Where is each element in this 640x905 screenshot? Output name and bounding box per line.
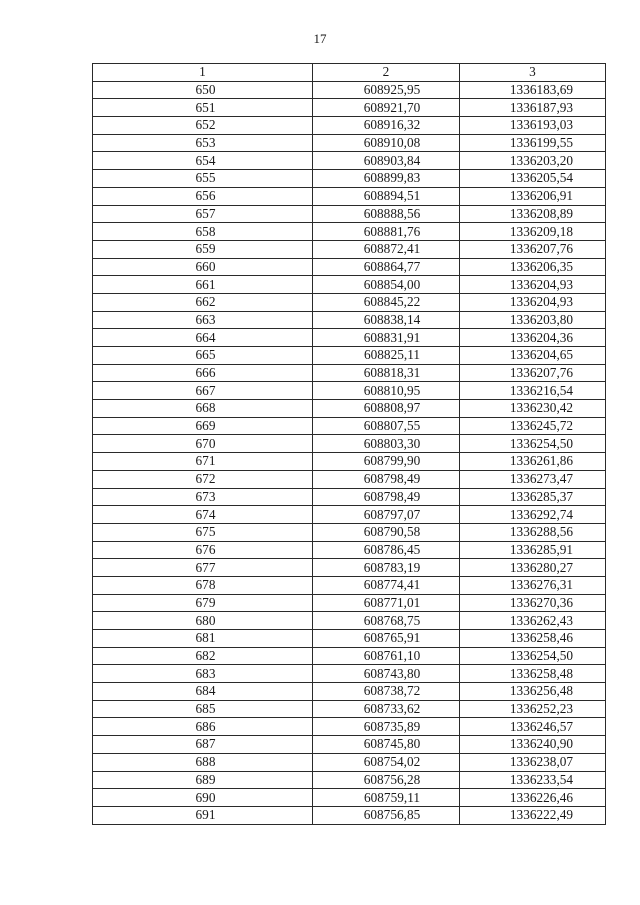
x-coordinate-cell: 608786,45	[313, 541, 460, 559]
x-coordinate-cell: 608774,41	[313, 576, 460, 594]
table-row	[93, 81, 606, 99]
x-coordinate-cell: 608818,31	[313, 364, 460, 382]
point-number-cell: 671	[93, 453, 313, 471]
x-coordinate-cell: 608807,55	[313, 417, 460, 435]
y-coordinate-cell: 1336246,57	[460, 718, 606, 736]
point-number-cell: 676	[93, 541, 313, 559]
table-row	[93, 152, 606, 170]
y-coordinate-cell: 1336183,69	[460, 81, 606, 99]
table-row	[93, 258, 606, 276]
point-number-cell: 650	[93, 81, 313, 99]
point-number-cell: 662	[93, 293, 313, 311]
point-number-cell: 655	[93, 170, 313, 188]
table-row	[93, 559, 606, 577]
y-coordinate-cell: 1336230,42	[460, 400, 606, 418]
x-coordinate-cell: 608798,49	[313, 488, 460, 506]
point-number-cell: 673	[93, 488, 313, 506]
point-number-cell: 688	[93, 753, 313, 771]
y-coordinate-cell: 1336285,91	[460, 541, 606, 559]
y-coordinate-cell: 1336216,54	[460, 382, 606, 400]
y-coordinate-cell: 1336270,36	[460, 594, 606, 612]
y-coordinate-cell: 1336288,56	[460, 523, 606, 541]
point-number-cell: 681	[93, 630, 313, 648]
table-header	[93, 64, 606, 82]
y-coordinate-cell: 1336238,07	[460, 753, 606, 771]
point-number-cell: 682	[93, 647, 313, 665]
x-coordinate-cell: 608761,10	[313, 647, 460, 665]
y-coordinate-cell: 1336204,36	[460, 329, 606, 347]
table-row	[93, 806, 606, 824]
y-coordinate-cell: 1336199,55	[460, 134, 606, 152]
x-coordinate-cell: 608756,28	[313, 771, 460, 789]
point-number-cell: 664	[93, 329, 313, 347]
table-row	[93, 647, 606, 665]
y-coordinate-cell: 1336207,76	[460, 240, 606, 258]
point-number-cell: 666	[93, 364, 313, 382]
table-row	[93, 417, 606, 435]
y-coordinate-cell: 1336204,65	[460, 347, 606, 365]
point-number-cell: 677	[93, 559, 313, 577]
y-coordinate-cell: 1336203,80	[460, 311, 606, 329]
y-coordinate-cell: 1336245,72	[460, 417, 606, 435]
x-coordinate-cell: 608921,70	[313, 99, 460, 117]
point-number-cell: 657	[93, 205, 313, 223]
point-number-cell: 691	[93, 806, 313, 824]
table-row	[93, 223, 606, 241]
x-coordinate-cell: 608903,84	[313, 152, 460, 170]
y-coordinate-cell: 1336204,93	[460, 293, 606, 311]
y-coordinate-cell: 1336204,93	[460, 276, 606, 294]
table-row	[93, 329, 606, 347]
y-coordinate-cell: 1336258,48	[460, 665, 606, 683]
table-row	[93, 576, 606, 594]
x-coordinate-cell: 608745,80	[313, 736, 460, 754]
table-row	[93, 117, 606, 135]
y-coordinate-cell: 1336261,86	[460, 453, 606, 471]
point-number-cell: 656	[93, 187, 313, 205]
y-coordinate-cell: 1336258,46	[460, 630, 606, 648]
table-row	[93, 630, 606, 648]
y-coordinate-cell: 1336226,46	[460, 789, 606, 807]
table-row	[93, 470, 606, 488]
table-row	[93, 240, 606, 258]
table-row	[93, 187, 606, 205]
y-coordinate-cell: 1336222,49	[460, 806, 606, 824]
table-row	[93, 488, 606, 506]
x-coordinate-cell: 608738,72	[313, 683, 460, 701]
point-number-cell: 680	[93, 612, 313, 630]
x-coordinate-cell: 608759,11	[313, 789, 460, 807]
table-row	[93, 665, 606, 683]
table-body	[93, 81, 606, 824]
point-number-cell: 651	[93, 99, 313, 117]
x-coordinate-cell: 608825,11	[313, 347, 460, 365]
y-coordinate-cell: 1336206,35	[460, 258, 606, 276]
x-coordinate-cell: 608743,80	[313, 665, 460, 683]
x-coordinate-cell: 608854,00	[313, 276, 460, 294]
table-row	[93, 718, 606, 736]
point-number-cell: 668	[93, 400, 313, 418]
point-number-cell: 670	[93, 435, 313, 453]
table-row	[93, 134, 606, 152]
y-coordinate-cell: 1336209,18	[460, 223, 606, 241]
x-coordinate-cell: 608888,56	[313, 205, 460, 223]
y-coordinate-cell: 1336252,23	[460, 700, 606, 718]
x-coordinate-cell: 608831,91	[313, 329, 460, 347]
y-coordinate-cell: 1336292,74	[460, 506, 606, 524]
point-number-cell: 660	[93, 258, 313, 276]
x-coordinate-cell: 608910,08	[313, 134, 460, 152]
point-number-cell: 667	[93, 382, 313, 400]
point-number-cell: 669	[93, 417, 313, 435]
y-coordinate-cell: 1336240,90	[460, 736, 606, 754]
y-coordinate-cell: 1336207,76	[460, 364, 606, 382]
coordinates-table	[92, 63, 606, 825]
table-row	[93, 506, 606, 524]
x-coordinate-cell: 608864,77	[313, 258, 460, 276]
y-coordinate-cell: 1336193,03	[460, 117, 606, 135]
column-header-y-coordinate: 3	[460, 64, 606, 82]
y-coordinate-cell: 1336273,47	[460, 470, 606, 488]
y-coordinate-cell: 1336206,91	[460, 187, 606, 205]
point-number-cell: 659	[93, 240, 313, 258]
x-coordinate-cell: 608771,01	[313, 594, 460, 612]
table-row	[93, 700, 606, 718]
y-coordinate-cell: 1336285,37	[460, 488, 606, 506]
y-coordinate-cell: 1336208,89	[460, 205, 606, 223]
x-coordinate-cell: 608808,97	[313, 400, 460, 418]
x-coordinate-cell: 608872,41	[313, 240, 460, 258]
point-number-cell: 653	[93, 134, 313, 152]
table-row	[93, 170, 606, 188]
y-coordinate-cell: 1336262,43	[460, 612, 606, 630]
table-row	[93, 753, 606, 771]
table-row	[93, 99, 606, 117]
x-coordinate-cell: 608845,22	[313, 293, 460, 311]
point-number-cell: 652	[93, 117, 313, 135]
table-row	[93, 293, 606, 311]
table-row	[93, 523, 606, 541]
table-row	[93, 435, 606, 453]
x-coordinate-cell: 608735,89	[313, 718, 460, 736]
table-row	[93, 347, 606, 365]
page-number: 17	[313, 31, 327, 46]
x-coordinate-cell: 608803,30	[313, 435, 460, 453]
x-coordinate-cell: 608798,49	[313, 470, 460, 488]
x-coordinate-cell: 608810,95	[313, 382, 460, 400]
table-row	[93, 453, 606, 471]
x-coordinate-cell: 608733,62	[313, 700, 460, 718]
point-number-cell: 678	[93, 576, 313, 594]
table-row	[93, 276, 606, 294]
x-coordinate-cell: 608894,51	[313, 187, 460, 205]
point-number-cell: 661	[93, 276, 313, 294]
header-row	[93, 64, 606, 82]
x-coordinate-cell: 608899,83	[313, 170, 460, 188]
table-row	[93, 771, 606, 789]
table-row	[93, 736, 606, 754]
y-coordinate-cell: 1336256,48	[460, 683, 606, 701]
table-row	[93, 612, 606, 630]
table-row	[93, 382, 606, 400]
point-number-cell: 679	[93, 594, 313, 612]
x-coordinate-cell: 608754,02	[313, 753, 460, 771]
point-number-cell: 658	[93, 223, 313, 241]
x-coordinate-cell: 608881,76	[313, 223, 460, 241]
table-row	[93, 400, 606, 418]
y-coordinate-cell: 1336254,50	[460, 435, 606, 453]
x-coordinate-cell: 608756,85	[313, 806, 460, 824]
point-number-cell: 663	[93, 311, 313, 329]
point-number-cell: 654	[93, 152, 313, 170]
y-coordinate-cell: 1336280,27	[460, 559, 606, 577]
point-number-cell: 689	[93, 771, 313, 789]
column-header-point-number: 1	[93, 64, 313, 82]
point-number-cell: 665	[93, 347, 313, 365]
point-number-cell: 674	[93, 506, 313, 524]
point-number-cell: 684	[93, 683, 313, 701]
point-number-cell: 685	[93, 700, 313, 718]
x-coordinate-cell: 608916,32	[313, 117, 460, 135]
table-row	[93, 364, 606, 382]
point-number-cell: 690	[93, 789, 313, 807]
point-number-cell: 675	[93, 523, 313, 541]
x-coordinate-cell: 608765,91	[313, 630, 460, 648]
y-coordinate-cell: 1336233,54	[460, 771, 606, 789]
column-header-x-coordinate: 2	[313, 64, 460, 82]
x-coordinate-cell: 608790,58	[313, 523, 460, 541]
x-coordinate-cell: 608768,75	[313, 612, 460, 630]
y-coordinate-cell: 1336276,31	[460, 576, 606, 594]
x-coordinate-cell: 608783,19	[313, 559, 460, 577]
point-number-cell: 683	[93, 665, 313, 683]
y-coordinate-cell: 1336187,93	[460, 99, 606, 117]
table-row	[93, 311, 606, 329]
point-number-cell: 672	[93, 470, 313, 488]
y-coordinate-cell: 1336205,54	[460, 170, 606, 188]
point-number-cell: 686	[93, 718, 313, 736]
y-coordinate-cell: 1336254,50	[460, 647, 606, 665]
y-coordinate-cell: 1336203,20	[460, 152, 606, 170]
x-coordinate-cell: 608797,07	[313, 506, 460, 524]
x-coordinate-cell: 608925,95	[313, 81, 460, 99]
table-row	[93, 594, 606, 612]
x-coordinate-cell: 608799,90	[313, 453, 460, 471]
table-row	[93, 683, 606, 701]
table-row	[93, 541, 606, 559]
table-row	[93, 205, 606, 223]
x-coordinate-cell: 608838,14	[313, 311, 460, 329]
table-row	[93, 789, 606, 807]
point-number-cell: 687	[93, 736, 313, 754]
